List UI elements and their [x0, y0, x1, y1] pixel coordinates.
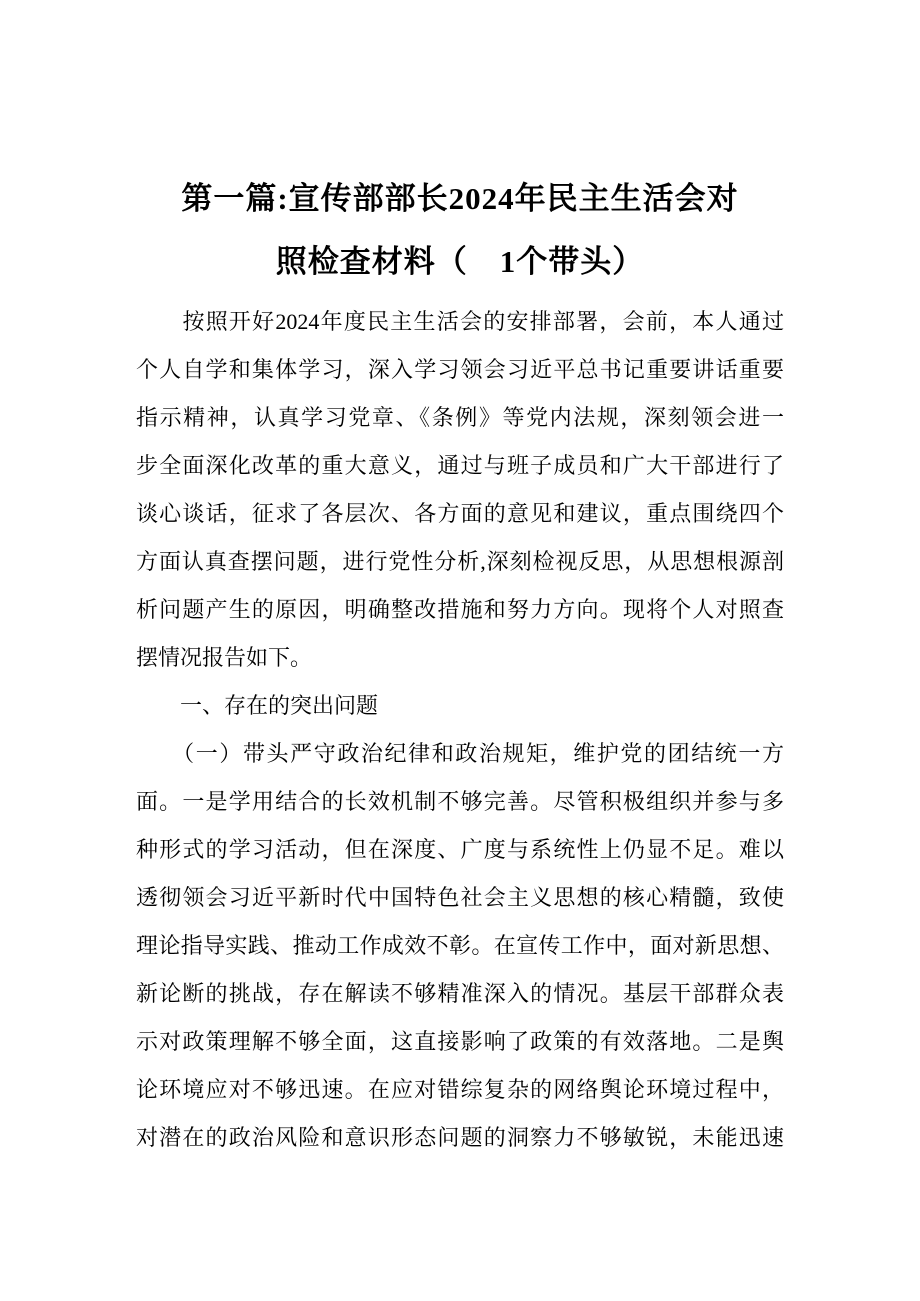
- text-line: 按照开好2024年度民主生活会的安排部署，会前，本人通过: [136, 309, 784, 334]
- text-line: 一、存在的突出问题: [136, 693, 379, 718]
- text-line: 摆情况报告如下。: [136, 645, 313, 670]
- text-line: 步全面深化改革的重大意义，通过与班子成员和广大干部进行了: [136, 453, 784, 478]
- title-line-2: 照检查材料（ 1个带头）: [275, 244, 645, 279]
- title-line-1: 第一篇:宣传部部长2024年民主生活会对: [181, 181, 739, 216]
- text-line: 理论指导实践、推动工作成效不彰。在宣传工作中，面对新思想、: [136, 933, 784, 958]
- document-title: [0, 167, 920, 293]
- text-line: 种形式的学习活动，但在深度、广度与系统性上仍显不足。难以: [136, 837, 784, 862]
- text-line: 对潜在的政治风险和意识形态问题的洞察力不够敏锐，未能迅速: [136, 1125, 784, 1150]
- paragraph-heading-1: [136, 682, 784, 730]
- text-line: 面。一是学用结合的长效机制不够完善。尽管积极组织并参与多: [136, 789, 784, 814]
- text-line: 论环境应对不够迅速。在应对错综复杂的网络舆论环境过程中，: [136, 1077, 784, 1102]
- text-line: 透彻领会习近平新时代中国特色社会主义思想的核心精髓，致使: [136, 885, 784, 910]
- text-line: 指示精神，认真学习党章、《条例》等党内法规，深刻领会进一: [136, 405, 784, 430]
- paragraph-intro: [136, 298, 784, 682]
- text-line: 新论断的挑战，存在解读不够精准深入的情况。基层干部群众表: [136, 981, 784, 1006]
- text-line: 示对政策理解不够全面，这直接影响了政策的有效落地。二是舆: [136, 1029, 784, 1054]
- text-line: （一）带头严守政治纪律和政治规矩，维护党的团结统一方: [136, 741, 784, 766]
- document-body: [136, 298, 784, 1162]
- text-line: 谈心谈话，征求了各层次、各方面的意见和建议，重点围绕四个: [136, 501, 784, 526]
- text-line: 个人自学和集体学习，深入学习领会习近平总书记重要讲话重要: [136, 357, 784, 382]
- text-line: 析问题产生的原因，明确整改措施和努力方向。现将个人对照查: [136, 597, 784, 622]
- paragraph-section-1-1: [136, 730, 784, 1162]
- text-line: 方面认真查摆问题，进行党性分析,深刻检视反思，从思想根源剖: [136, 549, 784, 574]
